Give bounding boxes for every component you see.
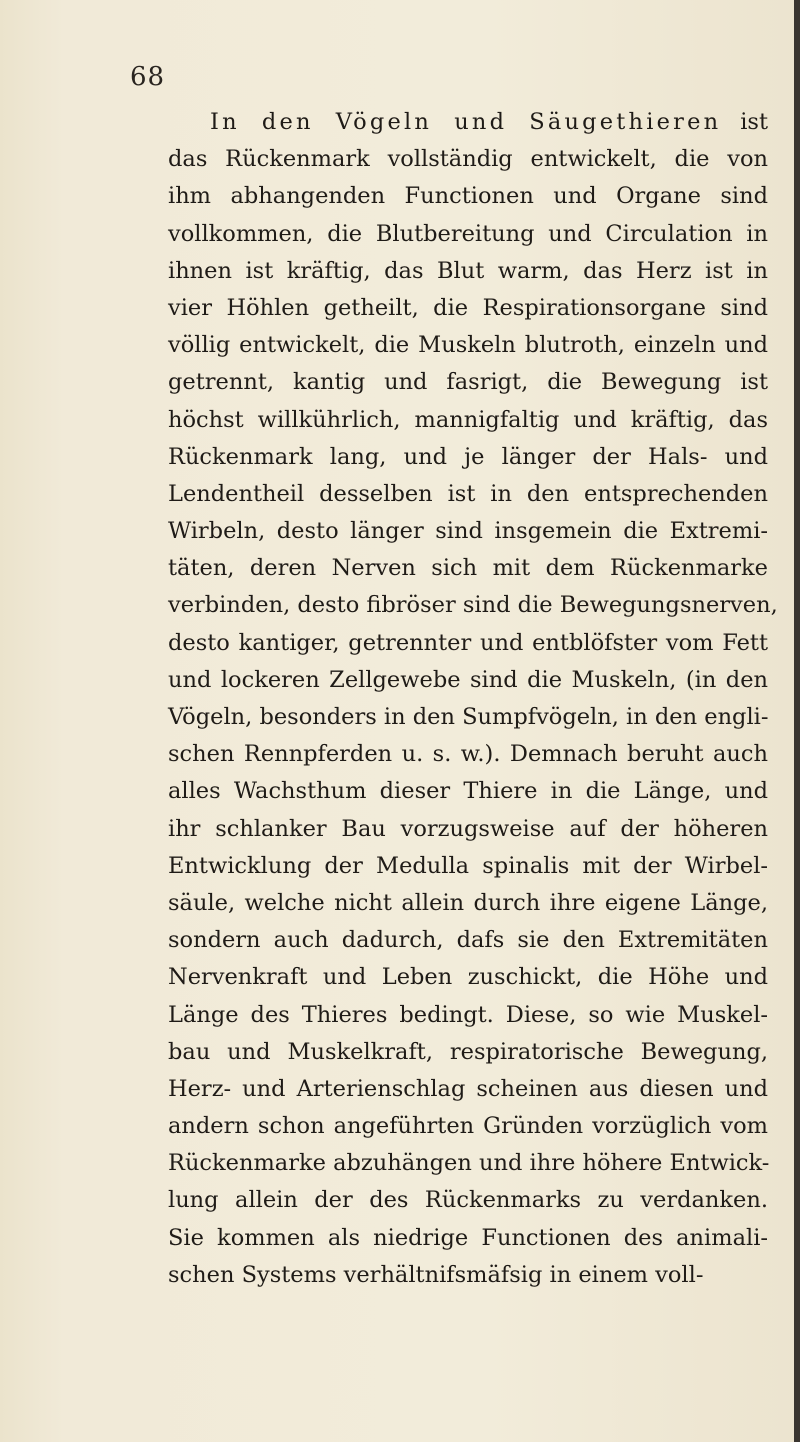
line-text: Sie kommen als niedrige Functionen des animali- <box>168 1224 768 1251</box>
line-text: verbinden, desto fibröser sind die Bewegungsnerven, <box>168 592 778 619</box>
line-text: Rückenmark lang, und je länger der Hals- und <box>168 443 768 470</box>
line-text: getrennt, kantig und fasrigt, die Bewegung ist <box>168 369 768 396</box>
text-line <box>168 885 768 922</box>
line-text: Wirbeln, desto länger sind insgemein die Extremi- <box>168 518 768 545</box>
line-text: und lockeren Zellgewebe sind die Muskeln, (in den <box>168 666 768 693</box>
line-text: schen Systems verhältnifsmäfsig in einem voll- <box>168 1261 704 1288</box>
text-line <box>168 364 768 401</box>
line-text: Herz- und Arterienschlag scheinen aus diesen und <box>168 1075 768 1102</box>
line-text: desto kantiger, getrennter und entblöfster vom Fett <box>168 629 768 656</box>
text-line <box>168 773 768 810</box>
text-line <box>168 216 768 253</box>
text-line <box>168 1220 768 1257</box>
line-text: völlig entwickelt, die Muskeln blutroth, einzeln und <box>168 332 768 359</box>
text-line <box>168 253 768 290</box>
line-text: Nervenkraft und Leben zuschickt, die Höhe und <box>168 964 768 991</box>
line-text: alles Wachsthum dieser Thiere in die Länge, und <box>168 778 768 805</box>
page-number: 68 <box>130 62 166 92</box>
line-text: ihm abhangenden Functionen und Organe sind <box>168 183 768 210</box>
text-line <box>168 1257 768 1294</box>
text-line <box>168 997 768 1034</box>
text-line <box>168 476 768 513</box>
text-line <box>168 662 768 699</box>
text-line <box>168 625 768 662</box>
line-text: ihnen ist kräftig, das Blut warm, das Herz ist in <box>168 257 768 284</box>
text-line <box>168 699 768 736</box>
text-line <box>168 848 768 885</box>
text-line <box>168 402 768 439</box>
line-text: Entwicklung der Medulla spinalis mit der Wirbel- <box>168 852 768 879</box>
body-paragraph <box>168 104 778 1294</box>
line-text: Rückenmarke abzuhängen und ihre höhere Entwick- <box>168 1150 770 1177</box>
line-text: Vögeln, besonders in den Sumpfvögeln, in den engli- <box>168 704 769 730</box>
line-text: bau und Muskelkraft, respiratorische Bewegung, <box>168 1038 768 1065</box>
text-line <box>168 327 768 364</box>
line-text: höchst willkührlich, mannigfaltig und kräftig, das <box>168 406 768 433</box>
line-text: andern schon angeführten Gründen vorzüglich vom <box>168 1113 768 1140</box>
text-line <box>168 1145 768 1182</box>
text-line <box>168 959 768 996</box>
text-line <box>168 1071 768 1108</box>
text-line <box>168 922 768 959</box>
line-text: ist <box>721 109 768 135</box>
text-line <box>168 513 768 550</box>
line-text: Länge des Thieres bedingt. Diese, so wie Muskel- <box>168 1001 768 1028</box>
line-text: ihr schlanker Bau vorzugsweise auf der höheren <box>168 815 768 842</box>
text-line <box>168 141 768 178</box>
line-text: sondern auch dadurch, dafs sie den Extremitäten <box>168 927 768 954</box>
text-line <box>168 1108 768 1145</box>
line-text: täten, deren Nerven sich mit dem Rückenmarke <box>168 555 768 582</box>
text-line <box>168 178 768 215</box>
line-text: schen Rennpferden u. s. w.). Demnach beruht auch <box>168 741 768 768</box>
text-line <box>168 736 768 773</box>
text-line <box>168 1182 768 1219</box>
text-line <box>168 439 768 476</box>
page-edge-shadow <box>794 0 800 1442</box>
text-line <box>168 104 768 141</box>
text-line <box>168 290 768 327</box>
text-line <box>168 587 778 624</box>
line-text: lung allein der des Rückenmarks zu verdanken. <box>168 1187 768 1214</box>
line-text: vier Höhlen getheilt, die Respirationsorgane sind <box>168 294 768 321</box>
text-line <box>168 1034 768 1071</box>
line-text: das Rückenmark vollständig entwickelt, die von <box>168 146 768 173</box>
line-text: Lendentheil desselben ist in den entsprechenden <box>168 480 768 507</box>
line-text: vollkommen, die Blutbereitung und Circulation in <box>168 220 768 247</box>
spaced-heading-text: In den Vögeln und Säugethieren <box>210 109 722 135</box>
text-line <box>168 550 768 587</box>
line-text: säule, welche nicht allein durch ihre eigene Länge, <box>168 889 768 916</box>
text-line <box>168 811 768 848</box>
